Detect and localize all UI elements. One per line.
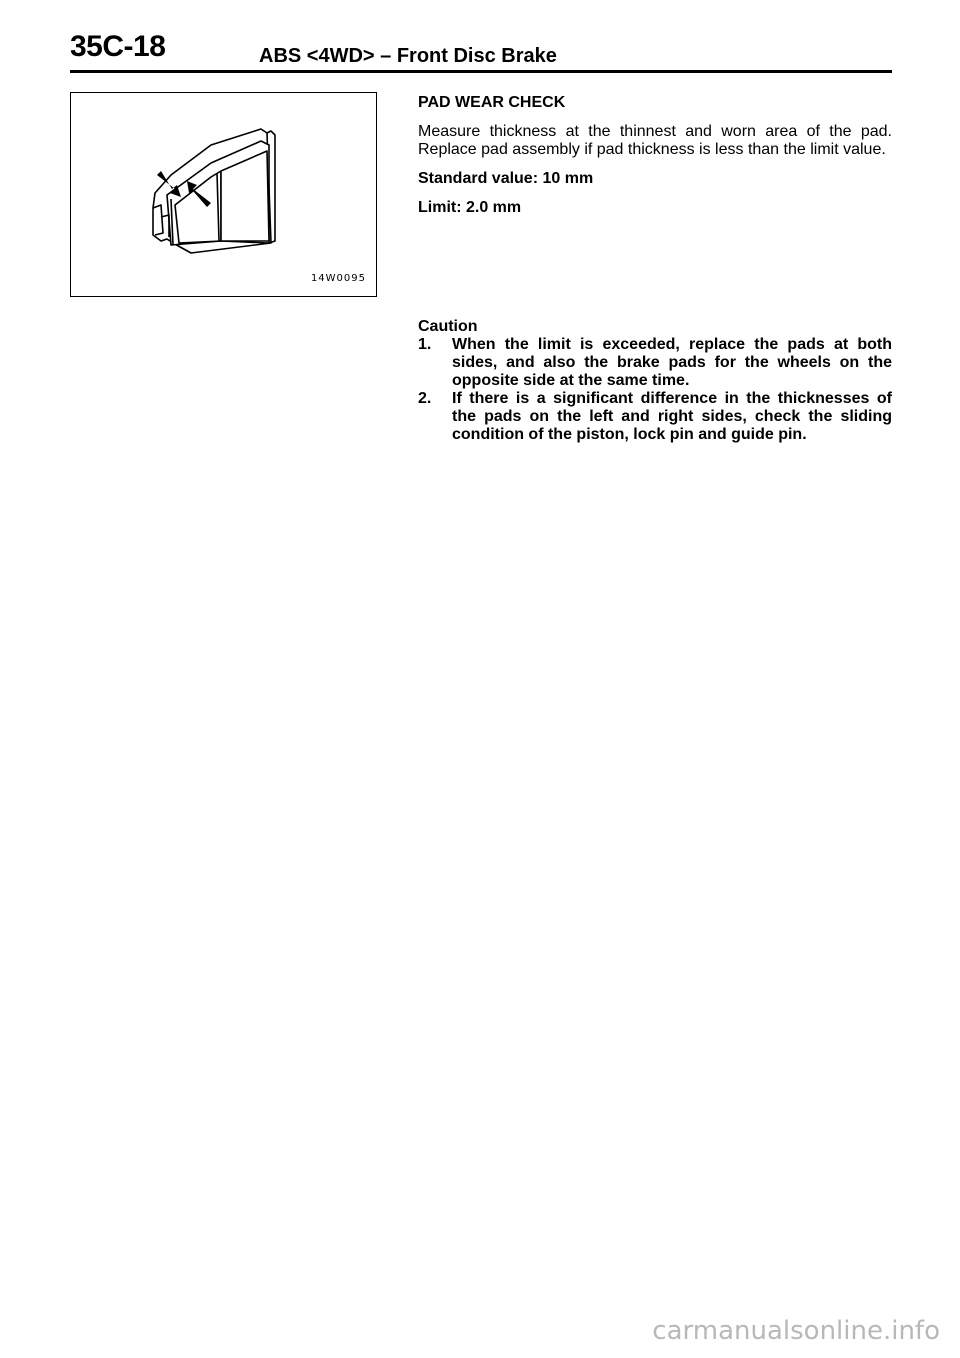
caution-title: Caution <box>418 318 478 335</box>
list-item <box>418 336 892 390</box>
page-number: 35C-18 <box>70 30 166 63</box>
limit-value: Limit: 2.0 mm <box>418 199 522 216</box>
list-item-number: 2. <box>418 390 432 407</box>
section-body: Measure thickness at the thinnest and worn area of the pad. Replace pad assembly if pad thickness is less than the limit value. <box>418 123 892 158</box>
page-title: ABS <4WD> – Front Disc Brake <box>259 45 557 67</box>
brake-pad-illustration-icon <box>71 93 376 296</box>
caution-block <box>418 318 892 444</box>
figure-code: 14W0095 <box>310 273 366 284</box>
list-item-text: If there is a significant difference in the thicknesses of the pads on the left and right sides, check the sliding condition of the piston, lock pin and guide pin. <box>452 390 892 443</box>
section-heading: PAD WEAR CHECK <box>418 94 566 111</box>
list-item-text: When the limit is exceeded, replace the pads at both sides, and also the brake pads for the wheels on the opposite side at the same time. <box>452 336 892 389</box>
brake-pad-figure <box>70 92 377 297</box>
pad-wear-section <box>418 94 892 228</box>
standard-value: Standard value: 10 mm <box>418 170 594 187</box>
header-divider <box>70 70 892 73</box>
list-item-number: 1. <box>418 336 432 353</box>
list-item <box>418 390 892 444</box>
watermark: carmanualsonline.info <box>652 1316 940 1346</box>
